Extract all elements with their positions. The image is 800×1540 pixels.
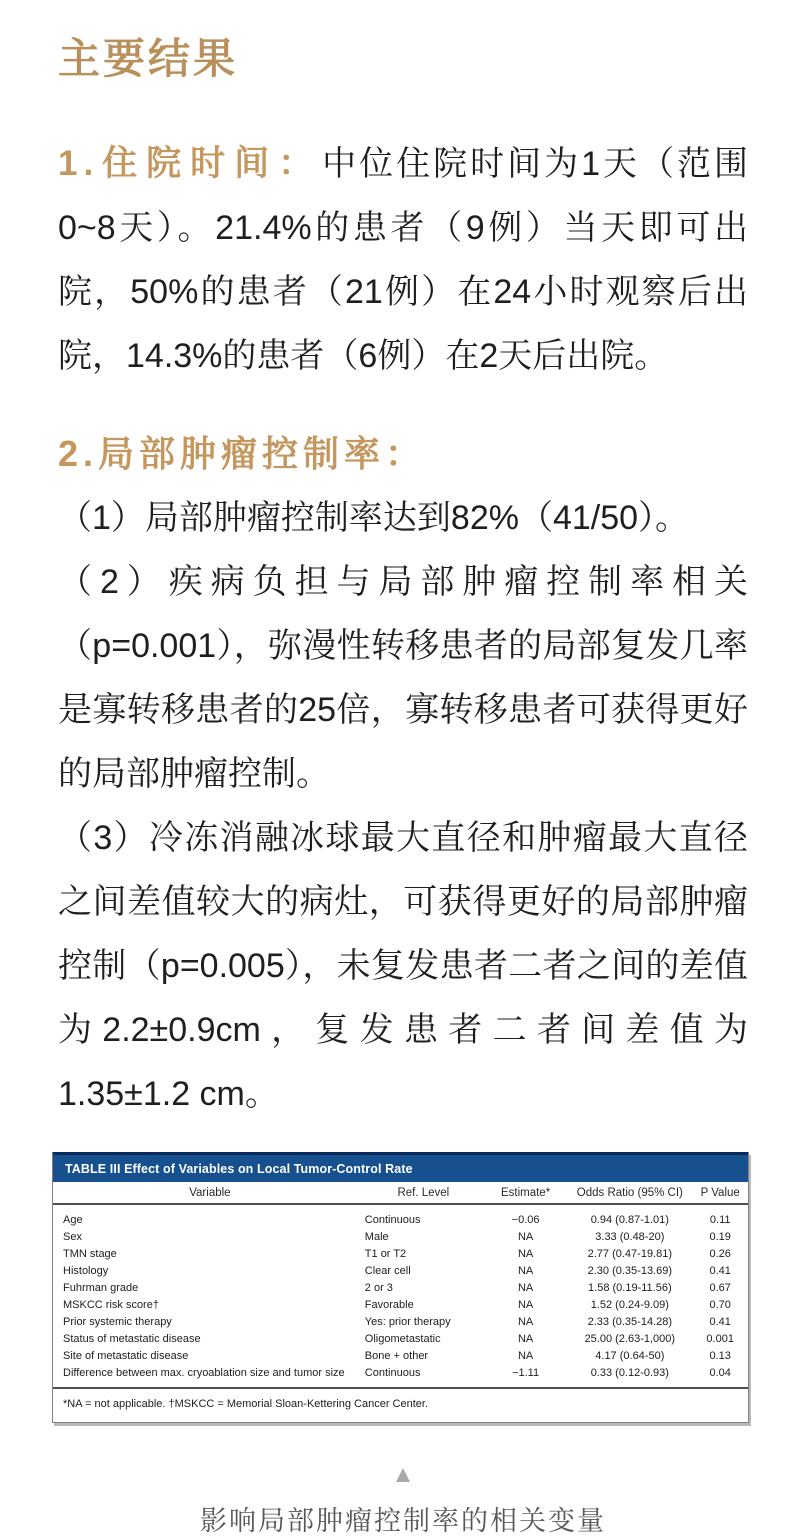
cell-variable: TMN stage xyxy=(63,1248,117,1260)
cell-p-value: 0.70 xyxy=(709,1299,731,1311)
triangle-up-icon: ▲ xyxy=(391,1461,415,1488)
table-row xyxy=(53,1263,748,1280)
cell-odds-ratio: 1.58 (0.19-11.56) xyxy=(588,1282,672,1294)
figure-caption xyxy=(58,1463,748,1538)
cell-ref-level: Continuous xyxy=(364,1214,421,1226)
cell-odds-ratio: 25.00 (2.63-1,000) xyxy=(584,1333,676,1345)
col-header-p-value: P Value xyxy=(692,1182,748,1204)
cell-p-value: 0.11 xyxy=(709,1214,731,1226)
cell-estimate: NA xyxy=(517,1333,534,1345)
table-row xyxy=(53,1246,748,1263)
col-header-variable: Variable xyxy=(53,1182,359,1204)
cell-ref-level: Oligometastatic xyxy=(364,1333,441,1345)
cell-ref-level: Favorable xyxy=(364,1299,414,1311)
cell-variable: Difference between max. cryoablation size and tumor size xyxy=(63,1367,345,1379)
cell-p-value: 0.41 xyxy=(709,1316,731,1328)
cell-estimate: −0.06 xyxy=(511,1214,540,1226)
cell-p-value: 0.001 xyxy=(706,1333,734,1345)
figure-caption-text: 影响局部肿瘤控制率的相关变量 xyxy=(200,1506,606,1536)
section2-heading: 2.局部肿瘤控制率： xyxy=(58,433,427,474)
cell-ref-level: Clear cell xyxy=(364,1265,411,1277)
cell-p-value: 0.26 xyxy=(709,1248,731,1260)
cell-variable: Status of metastatic disease xyxy=(63,1333,201,1345)
cell-ref-level: Male xyxy=(364,1231,389,1243)
cell-estimate: −1.11 xyxy=(512,1367,540,1379)
cell-odds-ratio: 0.94 (0.87-1.01) xyxy=(590,1214,669,1226)
table-row xyxy=(53,1314,748,1331)
page-title: 主要结果 xyxy=(58,37,239,83)
effect-of-variables-table xyxy=(53,1182,748,1387)
section1-body: 中位住院时间为1天（范围0~8天）。21.4%的患者（9例）当天即可出院，50%的患者（21例）在24小时观察后出院，14.3%的患者（6例）在2天后出院。 xyxy=(58,145,748,375)
results-table-figure xyxy=(52,1152,749,1423)
table-title: TABLE III Effect of Variables on Local Tumor-Control Rate xyxy=(53,1155,748,1182)
cell-estimate: NA xyxy=(517,1282,534,1294)
col-header-odds-ratio: Odds Ratio (95% CI) xyxy=(567,1182,692,1204)
cell-variable: Sex xyxy=(63,1231,82,1243)
cell-odds-ratio: 2.77 (0.47-19.81) xyxy=(587,1248,673,1260)
section1-paragraph xyxy=(58,132,748,388)
cell-estimate: NA xyxy=(517,1265,534,1277)
cell-odds-ratio: 3.33 (0.48-20) xyxy=(595,1231,665,1243)
cell-variable: Age xyxy=(63,1214,83,1226)
cell-estimate: NA xyxy=(517,1299,534,1311)
section2-paragraph-2: （2）疾病负担与局部肿瘤控制率相关（p=0.001），弥漫性转移患者的局部复发几率是寡转移患者的25倍，寡转移患者可获得更好的局部肿瘤控制。 xyxy=(58,563,748,793)
cell-ref-level: Continuous xyxy=(364,1367,421,1379)
cell-odds-ratio: 2.30 (0.35-13.69) xyxy=(587,1265,673,1277)
table-row xyxy=(53,1229,748,1246)
cell-odds-ratio: 0.33 (0.12-0.93) xyxy=(590,1367,669,1379)
cell-ref-level: Bone + other xyxy=(364,1350,429,1362)
section2-paragraph-1: （1）局部肿瘤控制率达到82%（41/50）。 xyxy=(58,499,690,537)
cell-ref-level: Yes: prior therapy xyxy=(364,1316,451,1328)
table-row xyxy=(53,1280,748,1297)
cell-p-value: 0.19 xyxy=(709,1231,731,1243)
table-row xyxy=(53,1204,748,1229)
cell-variable: MSKCC risk score† xyxy=(63,1299,159,1311)
col-header-estimate: Estimate* xyxy=(484,1182,567,1204)
cell-odds-ratio: 1.52 (0.24-9.09) xyxy=(590,1299,669,1311)
cell-estimate: NA xyxy=(517,1248,534,1260)
col-header-ref-level: Ref. Level xyxy=(359,1182,484,1204)
cell-variable: Site of metastatic disease xyxy=(63,1350,189,1362)
section2-paragraph-3: （3）冷冻消融冰球最大直径和肿瘤最大直径之间差值较大的病灶，可获得更好的局部肿瘤控制（p=0.005），未复发患者二者之间的差值为2.2±0.9cm，复发患者二者间差值为1.35±1.2 cm。 xyxy=(58,819,748,1113)
cell-ref-level: 2 or 3 xyxy=(364,1282,393,1294)
cell-estimate: NA xyxy=(517,1231,534,1243)
table-row xyxy=(53,1365,748,1388)
cell-ref-level: T1 or T2 xyxy=(364,1248,407,1260)
cell-estimate: NA xyxy=(517,1316,534,1328)
cell-variable: Prior systemic therapy xyxy=(63,1316,172,1328)
cell-variable: Fuhrman grade xyxy=(63,1282,139,1294)
table-row xyxy=(53,1297,748,1314)
cell-p-value: 0.67 xyxy=(709,1282,731,1294)
cell-p-value: 0.04 xyxy=(709,1367,731,1379)
cell-p-value: 0.41 xyxy=(709,1265,731,1277)
table-footnote: *NA = not applicable. †MSKCC = Memorial Sloan-Kettering Cancer Center. xyxy=(53,1387,748,1422)
cell-p-value: 0.13 xyxy=(709,1350,731,1362)
cell-estimate: NA xyxy=(517,1350,534,1362)
cell-variable: Histology xyxy=(63,1265,109,1277)
section1-heading: 1.住院时间： xyxy=(58,144,323,183)
cell-odds-ratio: 4.17 (0.64-50) xyxy=(595,1350,665,1362)
table-row xyxy=(53,1348,748,1365)
table-row xyxy=(53,1331,748,1348)
cell-odds-ratio: 2.33 (0.35-14.28) xyxy=(587,1316,673,1328)
table-header-row xyxy=(53,1182,748,1204)
